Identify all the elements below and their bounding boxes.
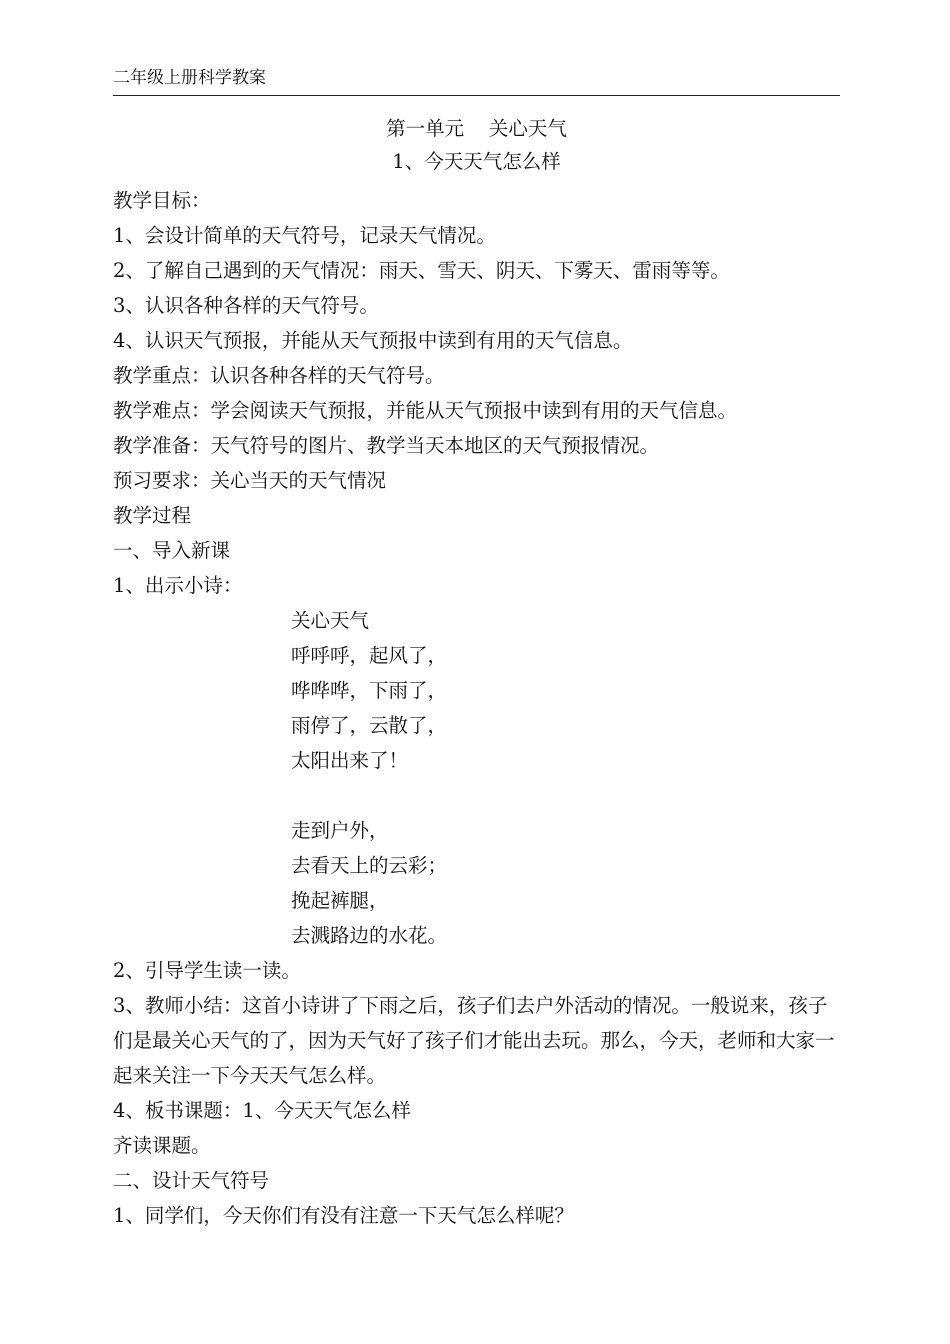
poem-line: 雨停了，云散了， [291, 714, 448, 737]
poem-title: 关心天气 [291, 609, 370, 632]
question-1: 1、同学们，今天你们有没有注意一下天气怎么样呢？ [113, 1204, 574, 1227]
stanza-gap [291, 778, 840, 813]
objectives-heading: 教学目标： [113, 189, 211, 212]
document-body [113, 183, 840, 1233]
difficult-points: 教学难点：学会阅读天气预报，并能从天气预报中读到有用的天气信息。 [113, 399, 738, 422]
unit-title: 第一单元 关心天气 [386, 117, 567, 140]
process-heading: 教学过程 [113, 504, 192, 527]
page-header: 二年级上册科学教案 [113, 68, 266, 88]
step-2: 2、引导学生读一读。 [113, 959, 301, 982]
header-divider [113, 95, 840, 96]
objective-4: 4、认识天气预报，并能从天气预报中读到有用的天气信息。 [113, 329, 633, 352]
step-4: 4、板书课题：1、今天天气怎么样 [113, 1099, 411, 1122]
section-1-heading: 一、导入新课 [113, 539, 231, 562]
lesson-title: 1、今天天气怎么样 [392, 150, 561, 173]
poem-line: 哗哗哗，下雨了， [291, 679, 448, 702]
poem-line: 呼呼呼，起风了， [291, 644, 448, 667]
poem-line: 去看天上的云彩； [291, 854, 448, 877]
poem-line: 挽起裤腿， [291, 889, 389, 912]
key-points: 教学重点：认识各种各样的天气符号。 [113, 364, 445, 387]
section-2-heading: 二、设计天气符号 [113, 1169, 270, 1192]
poem [113, 603, 840, 953]
objective-2: 2、了解自己遇到的天气情况：雨天、雪天、阴天、下雾天、雷雨等等。 [113, 259, 730, 282]
title-block [113, 112, 840, 178]
step-3-summary: 3、教师小结：这首小诗讲了下雨之后，孩子们去户外活动的情况。一般说来，孩子们是最关心天气的了，因为天气好了孩子们才能出去玩。那么，今天，老师和大家一起来关注一下今天天气怎么样。 [113, 994, 835, 1087]
show-poem-step: 1、出示小诗： [113, 574, 243, 597]
objective-3: 3、认识各种各样的天气符号。 [113, 294, 379, 317]
poem-line: 走到户外， [291, 819, 389, 842]
read-title: 齐读课题。 [113, 1134, 211, 1157]
objective-1: 1、会设计简单的天气符号，记录天气情况。 [113, 224, 496, 247]
preview-requirement: 预习要求：关心当天的天气情况 [113, 469, 387, 492]
preparation: 教学准备：天气符号的图片、教学当天本地区的天气预报情况。 [113, 434, 660, 457]
poem-line: 太阳出来了！ [291, 749, 409, 772]
poem-line: 去溅路边的水花。 [291, 924, 448, 947]
